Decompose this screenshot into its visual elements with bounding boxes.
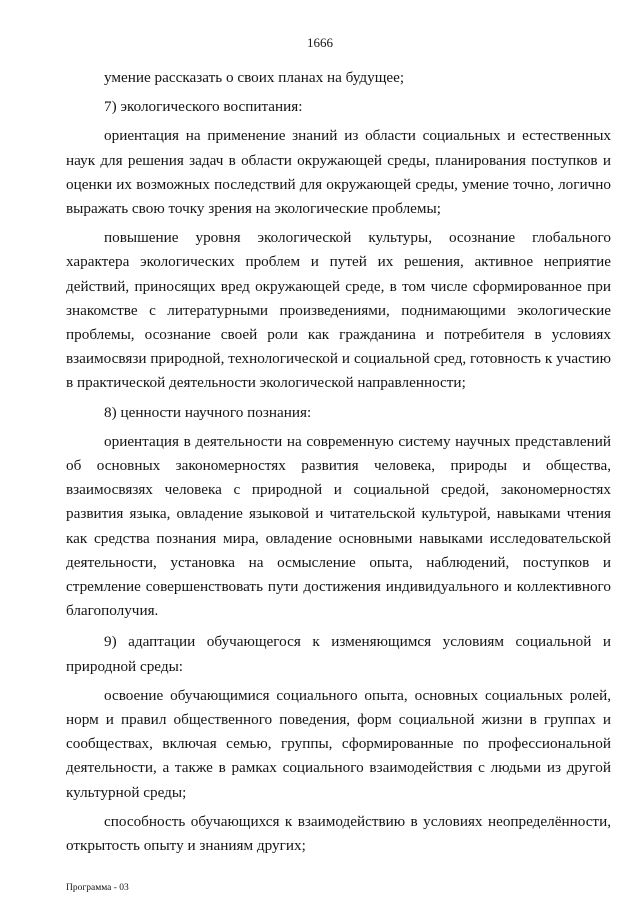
document-body bbox=[66, 66, 611, 858]
heading-adaptation: 9) адаптации обучающегося к изменяющимся условиям социальной и природной среды: bbox=[66, 633, 611, 675]
paragraph-ecological-culture: повышение уровня экологической культуры, осознание глобального характера экологических проблем и путей их решения, активное неприятие действий, приносящих вред окружающей среде, в том числе сформированное при знакомстве с литературными произведениями, поднимающими экологические проблемы, осознание своей роли как гражданина и потребителя в условиях взаимосвязи природной, технологической и социальной сред, готовность к участию в практической деятельности экологической направленности; bbox=[66, 229, 611, 392]
paragraph-plans: умение рассказать о своих планах на будущее; bbox=[104, 69, 405, 86]
paragraph-ecological-orientation: ориентация на применение знаний из области социальных и естественных наук для решения задач в области окружающей среды, планирования поступков и оценки их возможных последствий для окружающей среды, умение точно, логично выражать свою точку зрения на экологические проблемы; bbox=[66, 127, 611, 218]
paragraph-uncertainty: способность обучающихся к взаимодействию в условиях неопределённости, открытость опыту и знаниям других; bbox=[66, 812, 611, 855]
heading-scientific-knowledge: 8) ценности научного познания: bbox=[104, 403, 312, 421]
paragraph-scientific-orientation: ориентация в деятельности на современную систему научных представлений об основных закономерностях развития человека, природы и общества, взаимосвязях человека с природной и социальной средой, закономерностях развития языка, овладение языковой и читательской культурой, навыками чтения как средства познания мира, овладение основными навыками исследовательской деятельности, установка на осмысление опыта, наблюдений, поступков и стремление совершенствовать пути достижения индивидуального и коллективного благополучия. bbox=[66, 432, 611, 620]
paragraph-social-experience: освоение обучающимися социального опыта, основных социальных ролей, норм и правил общественного поведения, форм социальной жизни в группах и сообществах, включая семью, группы, сформированные по профессиональной деятельности, а также в рамках социального взаимодействия с людьми из другой культурной среды; bbox=[66, 686, 611, 801]
page-number: 1666 bbox=[307, 35, 333, 50]
page-footer: Программа - 03 bbox=[66, 883, 129, 893]
heading-ecological-education: 7) экологического воспитания: bbox=[104, 98, 303, 116]
